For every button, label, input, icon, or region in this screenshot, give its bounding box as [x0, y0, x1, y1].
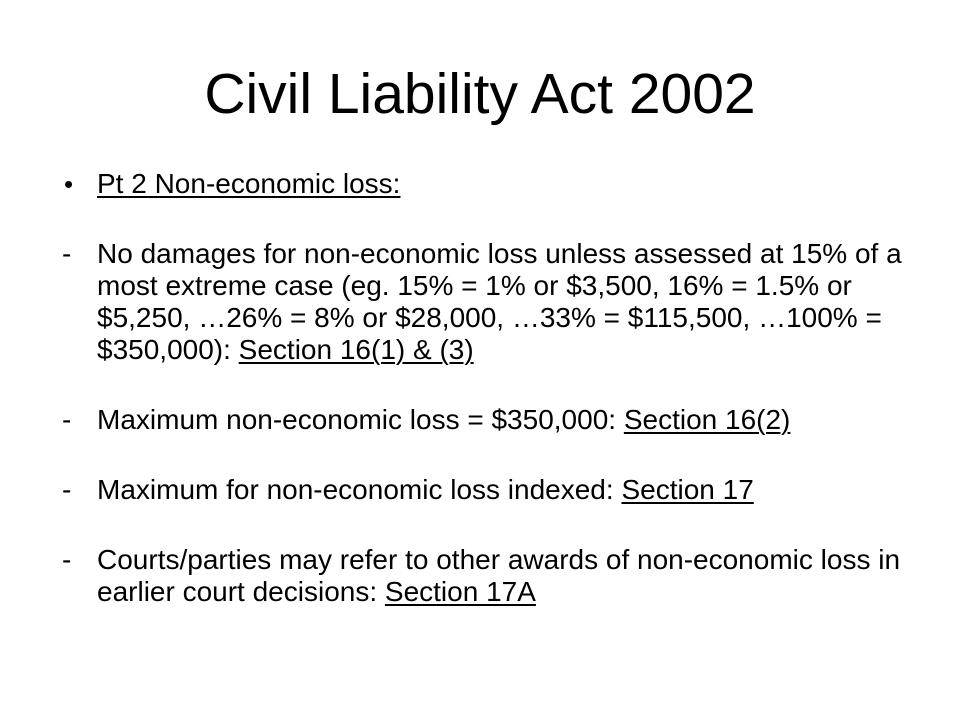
slide-body: [62, 168, 922, 646]
section-reference: Section 16(1) & (3): [238, 334, 474, 365]
section-reference: Section 17A: [384, 576, 536, 607]
bullet-marker: •: [64, 169, 74, 199]
item-text: Maximum non-economic loss = $350,000:: [97, 404, 624, 435]
list-item-damages-threshold: [62, 238, 922, 366]
dash-marker: -: [62, 404, 72, 435]
list-item-other-awards: [62, 544, 922, 608]
item-text: Maximum for non-economic loss indexed:: [97, 474, 622, 505]
item-text: No damages for non-economic loss unless assessed at 15% of a most extreme case (eg. 15% = 1% or $3,500, 16% = 1.5% or $5,250, …26% = 8% or $28,000, …33% = $115,500, …100% = $350,000):: [97, 238, 902, 365]
dash-marker: -: [62, 474, 72, 505]
dash-marker: -: [62, 238, 72, 269]
list-item-indexed: [62, 474, 922, 506]
bullet-heading: [62, 168, 922, 200]
list-item-maximum-loss: [62, 404, 922, 436]
section-reference: Section 16(2): [623, 404, 791, 435]
dash-marker: -: [62, 544, 72, 575]
section-reference: Section 17: [621, 474, 754, 505]
item-text: Courts/parties may refer to other awards of non-economic loss in earlier court decisions:: [97, 544, 901, 607]
bullet-heading-text: Pt 2 Non-economic loss:: [97, 168, 401, 199]
slide-title: Civil Liability Act 2002: [204, 62, 756, 126]
